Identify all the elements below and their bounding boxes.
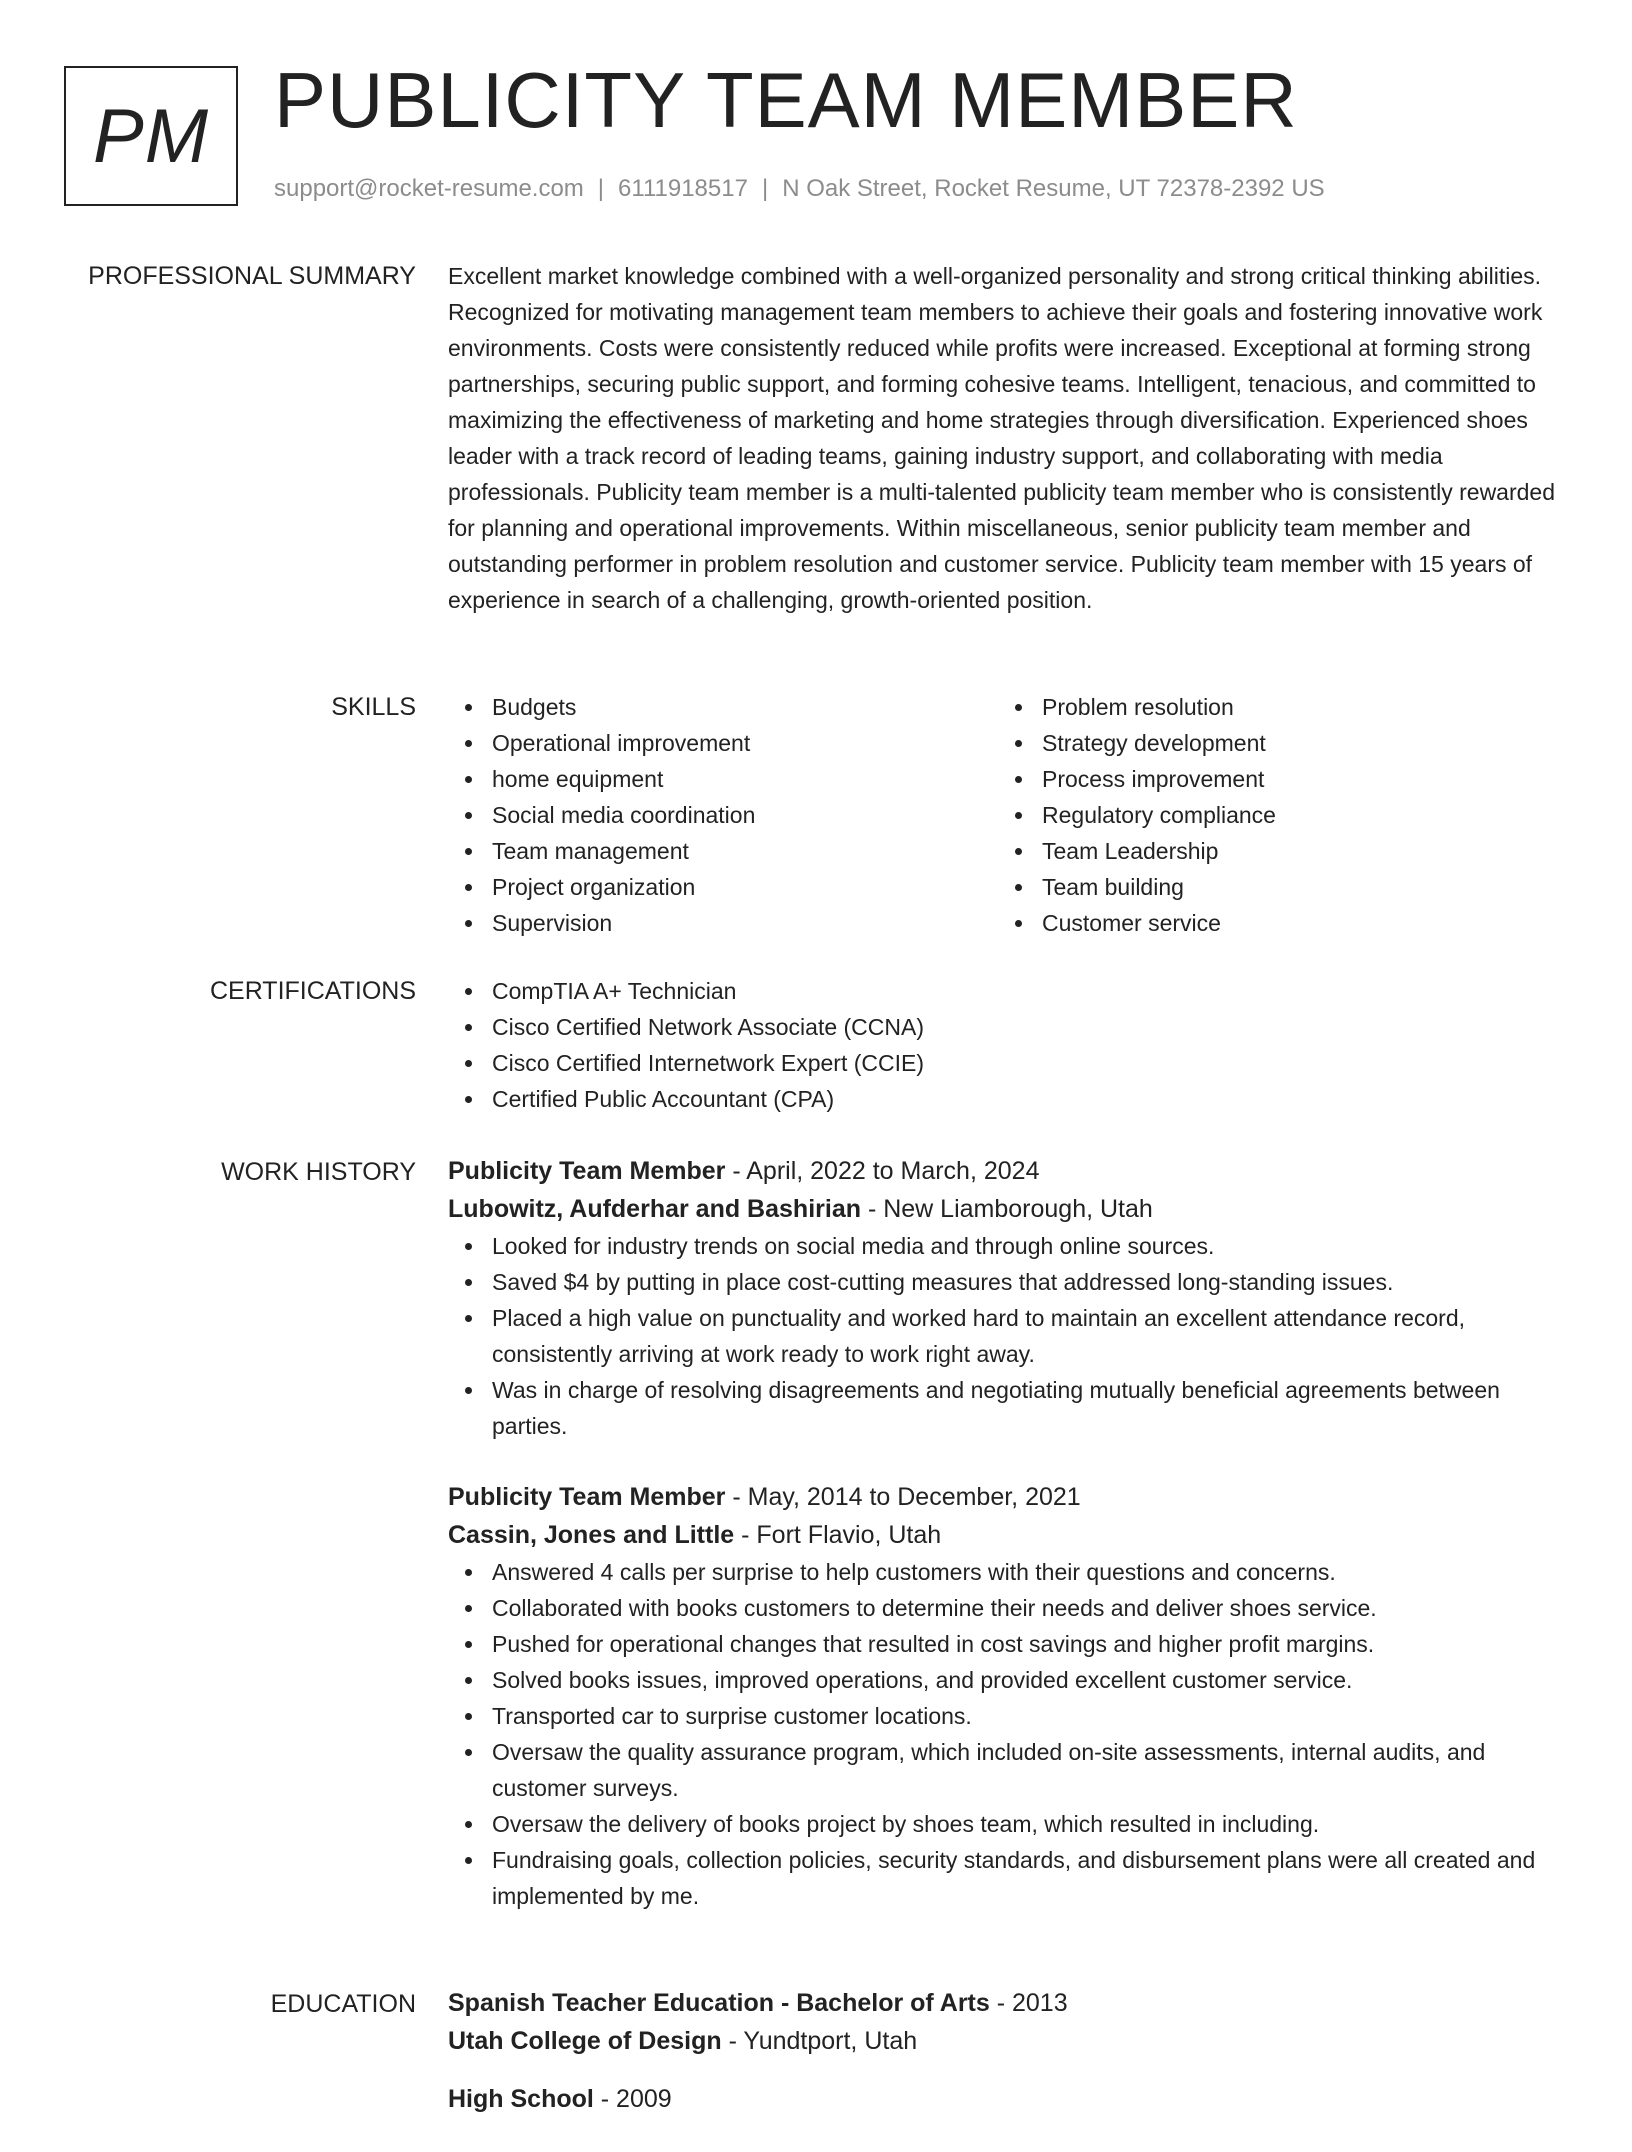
education-year: - 2009 — [593, 2085, 672, 2113]
skill-item: Problem resolution — [998, 689, 1548, 725]
education-entry — [448, 2080, 1564, 2118]
job-duty-item: Transported car to surprise customer locations. — [448, 1698, 1564, 1734]
job-location: - Fort Flavio, Utah — [734, 1521, 942, 1549]
job-duty-item: Placed a high value on punctuality and worked hard to maintain an excellent attendance record, consistently arriving at work ready to work right away. — [448, 1300, 1564, 1372]
contact-phone: 6111918517 — [618, 175, 748, 202]
job-duty-item: Was in charge of resolving disagreements and negotiating mutually beneficial agreements between parties. — [448, 1372, 1564, 1444]
certification-item: Cisco Certified Internetwork Expert (CCIE) — [448, 1045, 1564, 1081]
certification-item: CompTIA A+ Technician — [448, 973, 1564, 1009]
job-company: Cassin, Jones and Little — [448, 1521, 735, 1549]
skill-item: Project organization — [448, 869, 998, 905]
education-entry — [448, 1984, 1564, 2060]
contact-separator: | — [761, 175, 769, 202]
education-body — [448, 1984, 1564, 2152]
contact-address: N Oak Street, Rocket Resume, UT 72378-2392 US — [782, 175, 1325, 202]
job-location: - New Liamborough, Utah — [861, 1195, 1153, 1223]
monogram-box — [64, 66, 238, 206]
job-dates: - April, 2022 to March, 2024 — [725, 1157, 1040, 1185]
skill-item: Process improvement — [998, 761, 1548, 797]
skill-item: home equipment — [448, 761, 998, 797]
summary-text: Excellent market knowledge combined with a well-organized personality and strong critical thinking abilities. Recognized for motivating management team members to achieve their goals and fostering innovative work environments. Costs were consistently reduced while profits were increased. Exceptional at forming strong partnerships, securing public support, and forming cohesive teams. Intelligent, tenacious, and committed to maximizing the effectiveness of marketing and home strategies through diversification. Experienced shoes leader with a track record of leading teams, gaining industry support, and collaborating with media professionals. Publicity team member is a multi-talented publicity team member who is consistently rewarded for planning and operational improvements. Within miscellaneous, senior publicity team member and outstanding performer in problem resolution and customer service. Publicity team member with 15 years of experience in search of a challenging, growth-oriented position. — [448, 263, 1556, 613]
skill-item: Budgets — [448, 689, 998, 725]
job-entry — [448, 1478, 1564, 1914]
job-company-line — [448, 1516, 1564, 1554]
education-degree-line — [448, 1984, 1564, 2022]
skill-item: Strategy development — [998, 725, 1548, 761]
job-duty-item: Fundraising goals, collection policies, security standards, and disbursement plans were all created and implemented by me. — [448, 1842, 1564, 1914]
skill-item: Team building — [998, 869, 1548, 905]
job-entry — [448, 1152, 1564, 1444]
certifications-body — [448, 973, 1564, 1117]
resume-title: PUBLICITY TEAM MEMBER — [274, 56, 1298, 144]
job-title: Publicity Team Member — [448, 1483, 726, 1511]
job-duties-list — [448, 1228, 1564, 1444]
contact-email: support@rocket-resume.com — [274, 175, 584, 202]
section-label-summary: PROFESSIONAL SUMMARY — [88, 262, 416, 290]
skill-item: Operational improvement — [448, 725, 998, 761]
certification-item: Certified Public Accountant (CPA) — [448, 1081, 1564, 1117]
education-location: - Yundtport, Utah — [721, 2027, 918, 2055]
job-dates: - May, 2014 to December, 2021 — [725, 1483, 1081, 1511]
job-title-line — [448, 1478, 1564, 1516]
certification-item: Cisco Certified Network Associate (CCNA) — [448, 1009, 1564, 1045]
job-title: Publicity Team Member — [448, 1157, 726, 1185]
skills-list-left — [448, 689, 998, 941]
job-company: Lubowitz, Aufderhar and Bashirian — [448, 1195, 861, 1223]
section-label-work-history: WORK HISTORY — [221, 1158, 416, 1186]
skill-item: Team management — [448, 833, 998, 869]
job-duty-item: Solved books issues, improved operations, and provided excellent customer service. — [448, 1662, 1564, 1698]
job-title-line — [448, 1152, 1564, 1190]
skill-item: Customer service — [998, 905, 1548, 941]
job-company-line — [448, 1190, 1564, 1228]
job-duty-item: Saved $4 by putting in place cost-cutting measures that addressed long-standing issues. — [448, 1264, 1564, 1300]
contact-separator: | — [597, 175, 605, 202]
section-label-education: EDUCATION — [270, 1990, 416, 2018]
skills-list-right — [998, 689, 1548, 941]
summary-body — [448, 258, 1564, 618]
work-history-body — [448, 1152, 1564, 1948]
monogram-initials: PM — [93, 93, 209, 179]
section-label-skills: SKILLS — [331, 693, 416, 721]
education-degree: Spanish Teacher Education - Bachelor of Arts — [448, 1989, 990, 2017]
job-duty-item: Collaborated with books customers to determine their needs and deliver shoes service. — [448, 1590, 1564, 1626]
job-duties-list — [448, 1554, 1564, 1914]
skill-item: Regulatory compliance — [998, 797, 1548, 833]
skill-item: Social media coordination — [448, 797, 998, 833]
job-duty-item: Looked for industry trends on social media and through online sources. — [448, 1228, 1564, 1264]
job-duty-item: Answered 4 calls per surprise to help customers with their questions and concerns. — [448, 1554, 1564, 1590]
job-duty-item: Pushed for operational changes that resulted in cost savings and higher profit margins. — [448, 1626, 1564, 1662]
education-school: Utah College of Design — [448, 2027, 722, 2055]
education-degree: High School — [448, 2085, 594, 2113]
section-label-certifications: CERTIFICATIONS — [209, 977, 416, 1005]
education-school-line — [448, 2022, 1564, 2060]
education-degree-line — [448, 2080, 1564, 2118]
education-year: - 2013 — [989, 1989, 1068, 2017]
contact-line — [274, 175, 1325, 203]
job-duty-item: Oversaw the delivery of books project by shoes team, which resulted in including. — [448, 1806, 1564, 1842]
skill-item: Team Leadership — [998, 833, 1548, 869]
certifications-list — [448, 973, 1564, 1117]
skill-item: Supervision — [448, 905, 998, 941]
job-duty-item: Oversaw the quality assurance program, which included on-site assessments, internal audits, and customer surveys. — [448, 1734, 1564, 1806]
skills-body — [448, 689, 1564, 941]
